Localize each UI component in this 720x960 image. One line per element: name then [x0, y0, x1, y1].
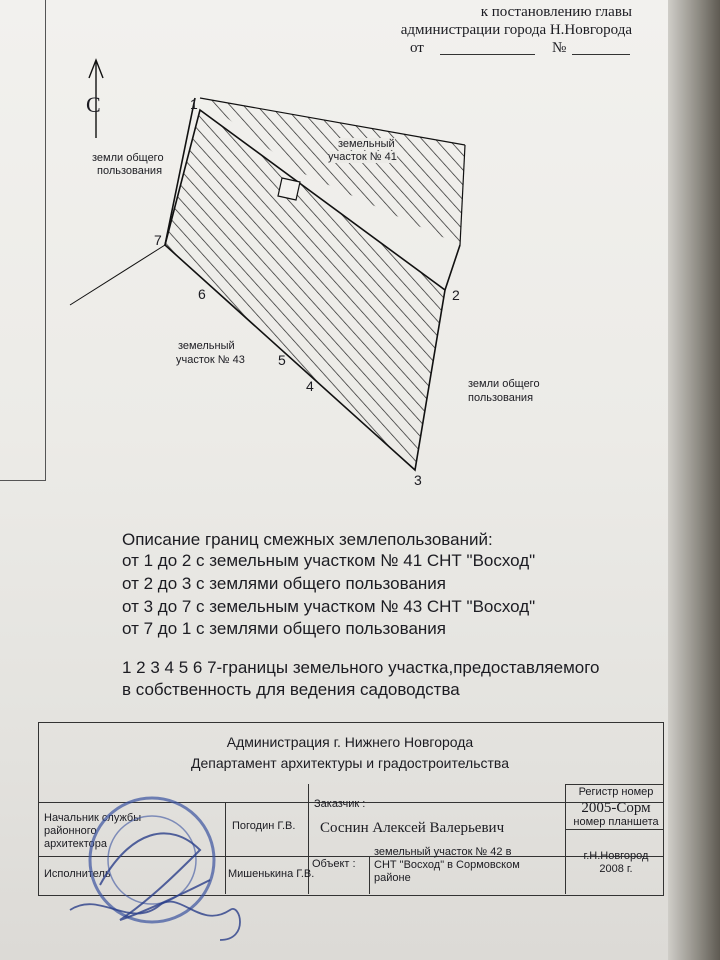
object-value: земельный участок № 42 в СНТ "Восход" в Сормовском районе [374, 846, 520, 884]
description-line-4: от 7 до 1 с землями общего пользования [122, 619, 446, 638]
city: г.Н.Новгород [583, 850, 649, 862]
point-3: 3 [414, 472, 422, 488]
note-line-2: в собственность для ведения садоводства [122, 680, 460, 699]
label-plot-43: земельный [178, 340, 235, 352]
label-plot-41-2: участок № 41 [328, 151, 397, 163]
description-line-3: от 3 до 7 с земельным участком № 43 СНТ "Восход" [122, 597, 536, 616]
label-plot-43-2: участок № 43 [176, 354, 245, 366]
margin-line-bottom [0, 480, 46, 481]
object-label: Объект : [312, 858, 356, 870]
stamp-and-signatures [60, 790, 270, 960]
point-1: 1 [190, 96, 198, 112]
north-label: С [86, 92, 101, 117]
description-line-1: от 1 до 2 с земельным участком № 41 СНТ "Восход" [122, 551, 536, 570]
org-line-2: Департамент архитектуры и градостроительства [191, 755, 509, 771]
register-label: Регистр номер [578, 786, 654, 798]
description-line-2: от 2 до 3 с землями общего пользования [122, 574, 446, 593]
header-line-2: администрации города Н.Новгорода [400, 22, 632, 38]
org-line-1: Администрация г. Нижнего Новгорода [226, 734, 474, 750]
head-label: Начальник службы районного архитектора [44, 812, 142, 850]
point-7: 7 [154, 232, 162, 248]
grid-line [565, 784, 566, 894]
header-from-label: от [410, 40, 424, 56]
sheet-label: номер планшета [573, 816, 659, 828]
margin-line [45, 0, 46, 480]
customer-name: Соснин Алексей Валерьевич [320, 820, 505, 836]
label-public-land-right: земли общего [468, 378, 540, 390]
building-mark [278, 178, 300, 200]
point-4: 4 [306, 378, 314, 394]
label-public-land-right-2: пользования [468, 392, 534, 404]
header-number-label: № [552, 40, 567, 56]
point-2: 2 [452, 287, 460, 303]
description-title: Описание границ смежных землепользований: [122, 530, 493, 549]
grid-line [565, 784, 664, 785]
label-public-land-left-2: пользования [97, 165, 163, 177]
head-name: Погодин Г.В. [232, 820, 296, 832]
register-value: 2005-Сорм [581, 800, 651, 816]
grid-line [565, 829, 664, 830]
label-public-land-left: земли общего [92, 152, 164, 164]
customer-label: Заказчик : [314, 798, 366, 810]
point-6: 6 [198, 286, 206, 302]
label-plot-41: земельный [338, 138, 395, 150]
executor-label: Исполнитель [44, 868, 111, 880]
grid-line [369, 856, 370, 894]
header-line-1: к постановлению главы [480, 4, 632, 20]
note-line-1: 1 2 3 4 5 6 7-границы земельного участка,предоставляемого [122, 658, 600, 677]
year: 2008 г. [599, 863, 633, 875]
executor-name: Мишенькина Г.В. [228, 868, 315, 880]
point-5: 5 [278, 352, 286, 368]
